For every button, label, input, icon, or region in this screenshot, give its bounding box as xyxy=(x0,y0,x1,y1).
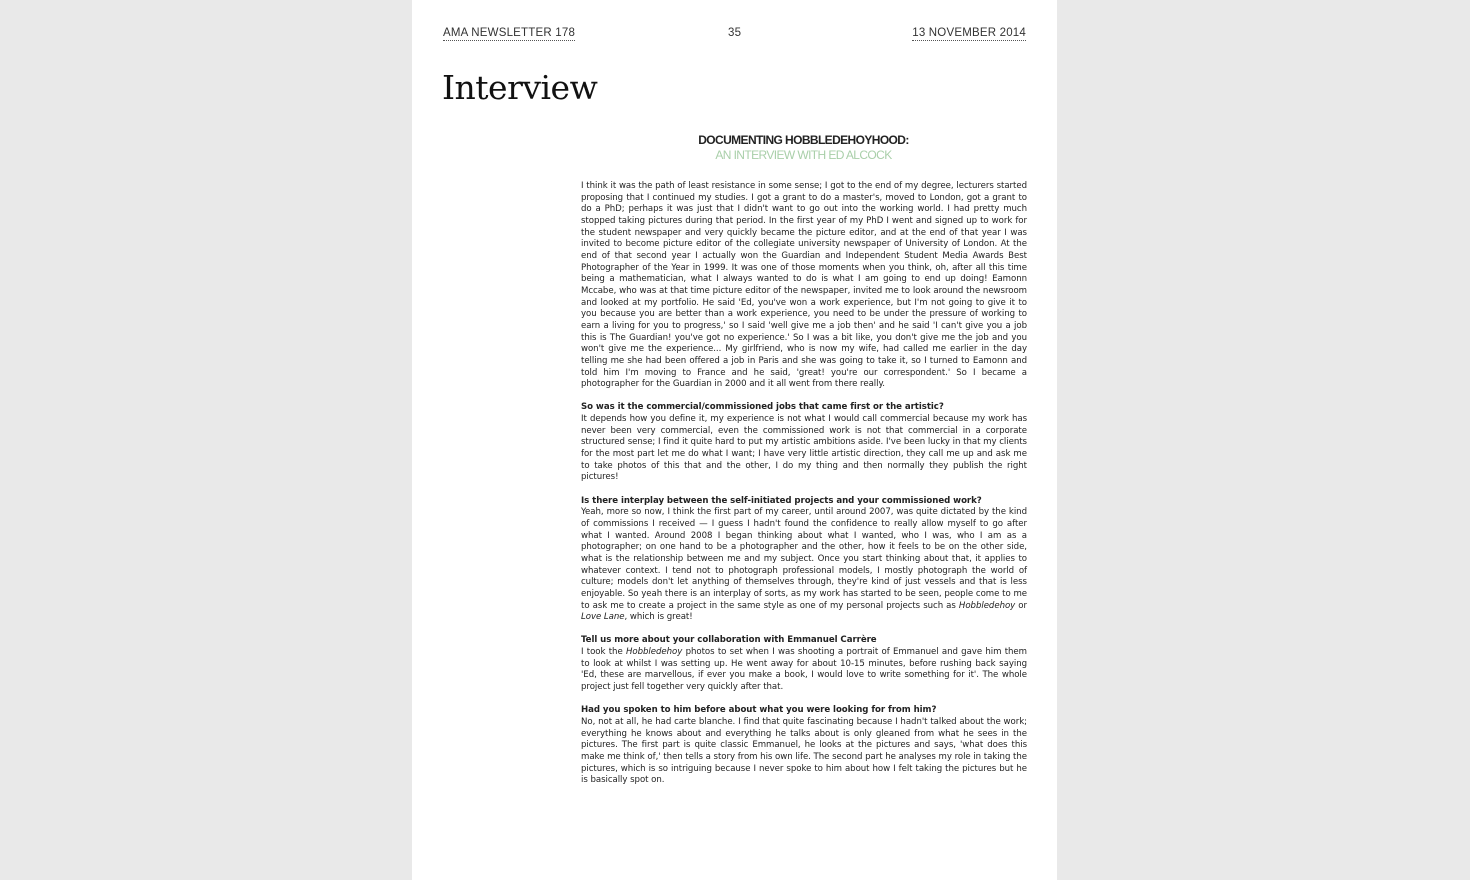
article-subtitle: AN INTERVIEW WITH ED ALCOCK xyxy=(715,148,892,162)
answer-text: Yeah, more so now, I think the first part of my career, until around 2007, was quite dictated by the kind of commissions I received — I guess I hadn't found the confidence to really allow myself to go after what I wanted. Around 2008 I began thinking about what I wanted, who I was, who I am as a photographer; on one hand to be a photographer and the other, how it feels to be on the other side, what is the relationship between me and my subject. Once you start thinking about that, it applies to whatever context. I tend not to photograph professional models, I mostly photograph the world of culture; models don't let anything of themselves through, they're kind of just vessels and that is less enjoyable. So yeah there is an interplay of sorts, as my work has started to be seen, people come to me to ask me to create a project in the same style as one of my personal projects such as xyxy=(581,507,1027,611)
issue-date: 13 NOVEMBER 2014 xyxy=(912,27,1026,39)
article-title-main: DOCUMENTING HOBBLEDEHOYHOOD: xyxy=(698,133,909,147)
answer-text: I took the xyxy=(581,647,626,658)
answer-paragraph xyxy=(581,647,1027,694)
newsletter-issue-label: AMA NEWSLETTER 178 xyxy=(443,27,576,39)
article-title xyxy=(581,133,1026,163)
section-title: Interview xyxy=(442,68,598,107)
question-heading: Is there interplay between the self-initiated projects and your commissioned work? xyxy=(581,495,982,506)
page-number: 35 xyxy=(728,27,742,39)
work-title: Love Lane xyxy=(581,612,625,623)
answer-text: , which is great! xyxy=(624,612,693,623)
intro-paragraph: I think it was the path of least resistance in some sense; I got to the end of my degree, lecturers started proposing that I continued my studies. I got a grant to do a master's, moved to London, got a grant to do a PhD; perhaps it was just that I didn't want to go out into the working world. I had pretty much stopped taking pictures during that period. In the first year of my PhD I went and signed up to work for the student newspaper and very quickly became the picture editor, and at the end of that year I was invited to become picture editor of the collegiate university newspaper of University of London. At the end of that second year I actually won the Guardian and Independent Student Media Awards Best Photographer of the Year in 1999. It was one of those moments when you think, oh, after all this time being a mathematician, what I always wanted to do is what I am going to end up doing! Eamonn Mccabe, who was at that time picture editor of the newspaper, invited me to look around the newsroom and looked at my portfolio. He said 'Ed, you've won a work experience, but I'm not going to give it to you because you are better than a work experience, you need to be under the pressure of working to earn a living for you to progress,' so I said 'well give me a job then' and he said 'I can't give you a job this is The Guardian! you've got no experience.' So I was a bit like, you don't give me the job and you won't give me the experience... My girlfriend, who is now my wife, had called me earlier in the day telling me she had been offered a job in Paris and she was going to take it, so I turned to Eamonn and told him I'm moving to France and he said, 'great! you're our correspondent.' So I became a photographer for the Guardian in 2000 and it all went from there really. xyxy=(581,181,1027,390)
newsletter-page xyxy=(412,0,1057,880)
answer-paragraph: It depends how you define it, my experience is not what I would call commercial because my work has never been very commercial, even the commissioned work is not that commercial in a corporate structured sense; I find it quite hard to put my artistic ambitions aside. I've been lucky in that my clients for the most part let me do what I want; I have very little artistic direction, they call me up and ask me to take photos of this that and the other, I do my thing and then normally they publish the right pictures! xyxy=(581,414,1027,483)
question-heading: So was it the commercial/commissioned jobs that came first or the artistic? xyxy=(581,402,944,413)
question-heading: Tell us more about your collaboration with Emmanuel Carrère xyxy=(581,635,877,646)
question-heading: Had you spoken to him before about what you were looking for from him? xyxy=(581,705,937,716)
answer-text: photos to set when I was shooting a portrait of Emmanuel and gave him them to look at whilst I was setting up. He went away for about 10-15 minutes, before rushing back saying 'Ed, these are marvellous, if ever you make a book, I would love to write something for it'. The whole project just fell together very quickly after that. xyxy=(581,647,1027,693)
answer-text: or xyxy=(1015,600,1027,611)
answer-paragraph: No, not at all, he had carte blanche. I find that quite fascinating because I hadn't talked about the work; everything he knows about and everything he talks about is only gleaned from what he sees in the pictures. The first part is quite classic Emmanuel, he looks at the pictures and says, 'what does this make me think of,' then tells a story from his own life. The second part he analyses my role in taking the pictures, which is so intriguing because I never spoke to him about how I felt taking the pictures but he is basically spot on. xyxy=(581,716,1027,786)
work-title: Hobbledehoy xyxy=(625,647,683,658)
answer-paragraph xyxy=(581,507,1027,624)
work-title: Hobbledehoy xyxy=(958,600,1016,611)
article-body xyxy=(581,181,1027,798)
